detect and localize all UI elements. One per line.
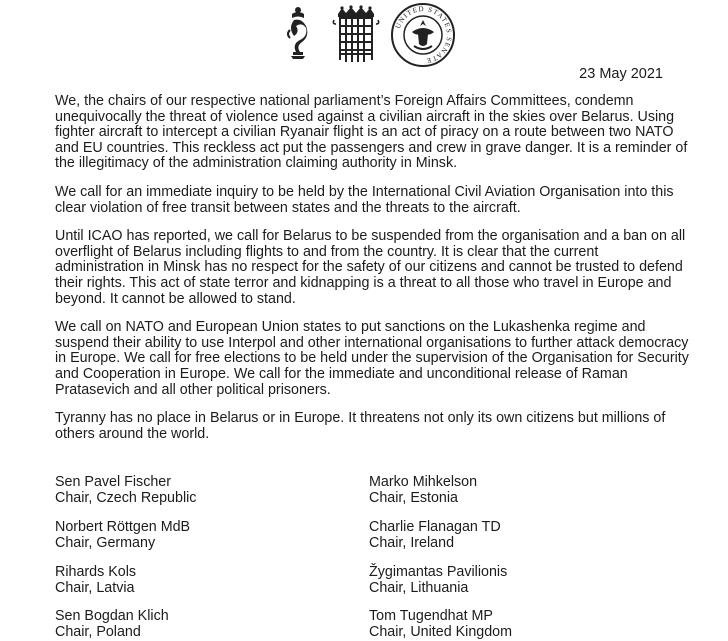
paragraph-icao-inquiry: We call for an immediate inquiry to be held by the International Civil Aviation Organisation into this clear violation of free transit between states and the threats to the aircraft. [55, 183, 674, 216]
us-senate-seal-icon [390, 2, 456, 68]
signatory-name: Marko Mihkelson [369, 474, 478, 490]
portcullis-icon [332, 4, 380, 64]
signatory-role: Chair, Latvia [55, 580, 135, 596]
signatory-ireland [369, 519, 501, 551]
signatory-role: Chair, Estonia [369, 490, 459, 506]
signatory-estonia [369, 474, 477, 506]
signatory-germany [55, 519, 190, 551]
signatory-poland [55, 608, 169, 640]
signatory-role: Chair, Lithuania [369, 580, 469, 596]
signatory-role: Chair, Germany [55, 535, 156, 551]
signatory-name: Sen Bogdan Klich [55, 608, 169, 624]
paragraph-tyranny: Tyranny has no place in Belarus or in Europe. It threatens not only its own citizens but millions of others around the world. [55, 410, 666, 442]
signatory-name: Žygimantas Pavilionis [369, 564, 508, 580]
paragraph-condemnation: We, the chairs of our respective national parliament’s Foreign Affairs Committees, condemn unequivocally the threat of violence used against a civilian aircraft in the skies over Belarus. Using fighter aircraft to intercept a civilian Ryanair flight is an act of piracy on a route between two NATO and EU countries. This reckless act put the passengers and crew in grave danger. It is a reminder of the illegitimacy of the administration claiming authority in Minsk. [55, 93, 688, 172]
letter-date: 23 May 2021 [579, 66, 663, 82]
signatory-name: Charlie Flanagan TD [369, 519, 501, 535]
signatory-czech-republic [55, 474, 196, 506]
paragraph-suspension: Until ICAO has reported, we call for Belarus to be suspended from the organisation and a ban on all overflight of Belarus including flights to and from the country. It is clear that the current administration in Minsk has no respect for the safety of our citizens and cannot be trusted to defend their rights. This act of state terror and kidnapping is a threat to all those who travel in Europe and beyond. It cannot be allowed to stand. [55, 228, 686, 307]
signatory-name: Norbert Röttgen MdB [55, 519, 191, 535]
signatory-role: Chair, United Kingdom [369, 624, 513, 640]
signatory-lithuania [369, 564, 507, 596]
signatory-name: Sen Pavel Fischer [55, 474, 172, 490]
signatory-united-kingdom [369, 608, 512, 640]
signatory-name: Tom Tugendhat MP [369, 608, 493, 624]
signatory-role: Chair, Poland [55, 624, 141, 640]
signatory-role: Chair, Ireland [369, 535, 455, 551]
czech-senate-seal-icon [282, 4, 314, 60]
signatory-latvia [55, 564, 136, 596]
senate-ring-text: UNITED STATES SENATE [393, 4, 454, 65]
signatory-name: Rihards Kols [55, 564, 137, 580]
letter-body [55, 94, 690, 455]
paragraph-sanctions: We call on NATO and European Union states to put sanctions on the Lukashenka regime and suspend their ability to use Interpol and other international organisations to further attack democracy in Europe. We call for free elections to be held under the supervision of the Organisation for Security and Cooperation in Europe. We call for the immediate and unconditional release of Raman Pratasevich and all other political prisoners. [55, 319, 689, 398]
signatory-role: Chair, Czech Republic [55, 490, 197, 506]
